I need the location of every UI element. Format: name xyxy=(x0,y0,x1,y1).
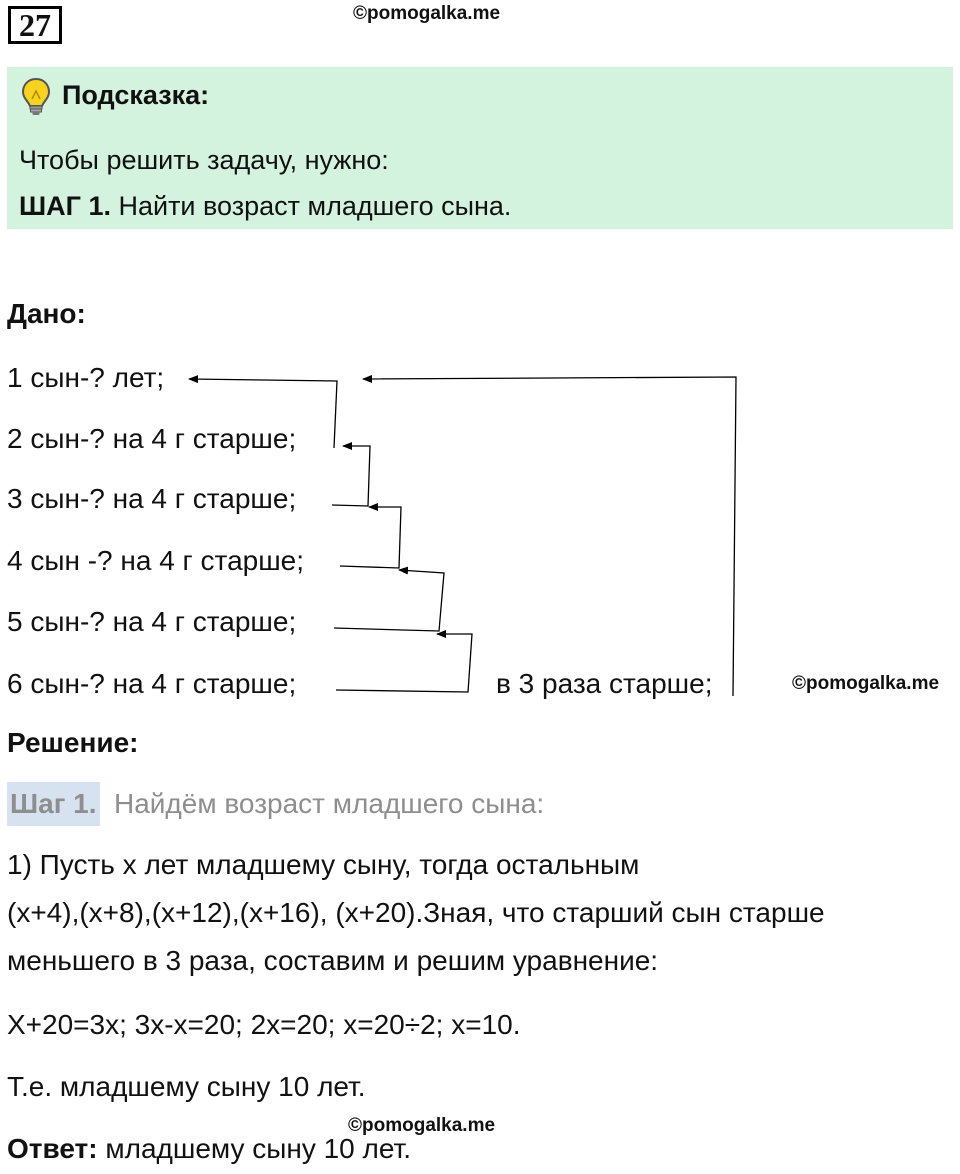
arrow-condition-to-1 xyxy=(363,377,736,696)
given-line-5: 5 сын-? на 4 г старше; xyxy=(7,606,297,637)
solution-equation: Х+20=3х; 3х-х=20; 2х=20; х=20÷2; х=10. xyxy=(7,1009,521,1040)
given-heading: Дано: xyxy=(7,298,86,329)
given-line-3: 3 сын-? на 4 г старше; xyxy=(7,483,297,514)
answer-text: младшему сыну 10 лет. xyxy=(97,1133,412,1164)
hint-step-text: Найти возраст младшего сына. xyxy=(110,191,512,221)
answer xyxy=(7,1133,411,1165)
solution-step-text: Найдём возраст младшего сына: xyxy=(114,788,545,819)
solution-heading: Решение: xyxy=(7,727,139,758)
solution-paragraph-line-2: (х+4),(х+8),(х+12),(х+16), (х+20).Зная, что старший сын старше xyxy=(7,897,825,928)
watermark-top: ©pomogalka.me xyxy=(353,3,501,24)
arrow-2-to-1 xyxy=(189,379,337,448)
given-line-4: 4 сын -? на 4 г старше; xyxy=(7,545,305,576)
answer-label: Ответ: xyxy=(7,1133,98,1164)
hint-intro: Чтобы решить задачу, нужно: xyxy=(19,145,389,175)
solution-step-label: Шаг 1. xyxy=(7,782,100,826)
solution-conclusion: Т.е. младшему сыну 10 лет. xyxy=(7,1071,366,1102)
arrow-4-to-3 xyxy=(340,507,401,568)
arrow-5-to-4 xyxy=(334,570,444,631)
task-number: 27 xyxy=(8,6,62,44)
given-line-1: 1 сын-? лет; xyxy=(7,362,165,393)
arrow-6-to-5 xyxy=(336,634,472,692)
given-line-6: 6 сын-? на 4 г старше; xyxy=(7,668,297,699)
solution-paragraph-line-1: 1) Пусть х лет младшему сыну, тогда остальным xyxy=(7,849,640,880)
arrow-3-to-2 xyxy=(332,446,370,506)
hint-title: Подсказка: xyxy=(62,80,210,110)
hint-step-label: ШАГ 1. xyxy=(19,191,111,221)
watermark-middle: ©pomogalka.me xyxy=(792,673,940,694)
solution-paragraph-line-3: меньшего в 3 раза, составим и решим уравнение: xyxy=(7,945,659,976)
given-condition: в 3 раза старше; xyxy=(496,668,713,699)
watermark-bottom: ©pomogalka.me xyxy=(348,1115,496,1136)
given-line-2: 2 сын-? на 4 г старше; xyxy=(7,423,297,454)
